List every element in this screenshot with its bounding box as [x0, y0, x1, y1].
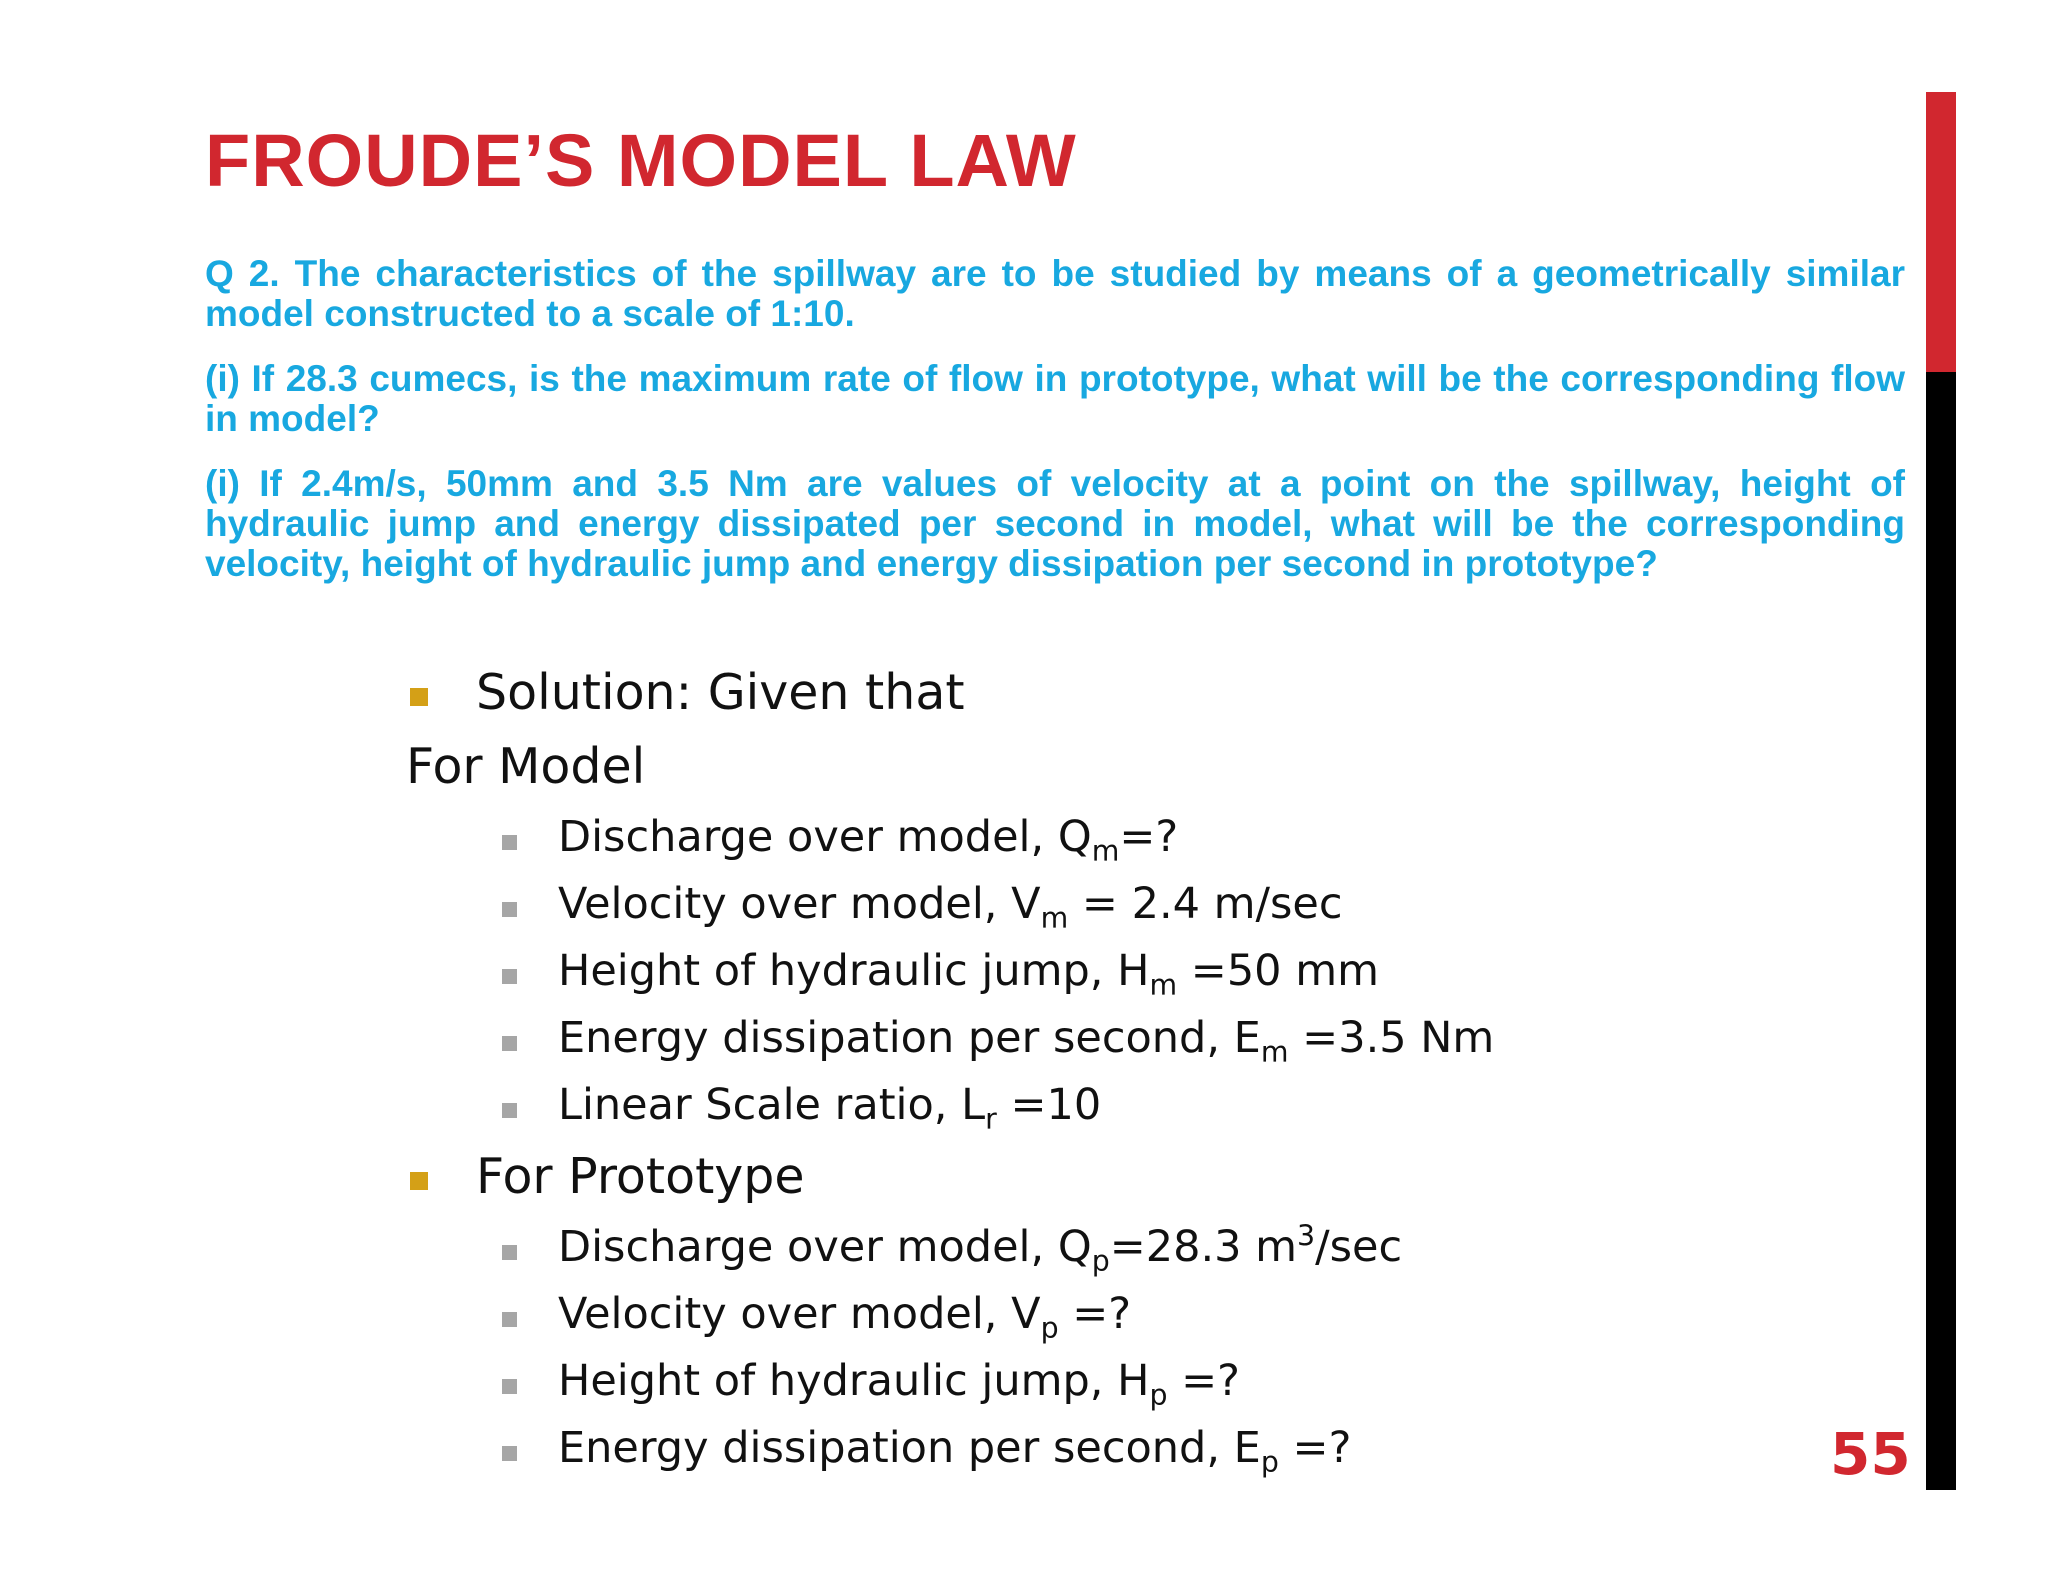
prototype-item-discharge: Discharge over model, $Q_p=28.3$ $m^3/\sec$ [558, 1219, 1403, 1278]
square-bullet-icon [502, 969, 517, 984]
accent-bar-red [1926, 92, 1956, 372]
square-bullet-icon [502, 1446, 517, 1461]
square-bullet-icon [410, 688, 428, 706]
solution-heading: Solution: Given that [476, 664, 965, 721]
prototype-item-height: Height of hydraulic jump, $H_p$ =? [558, 1356, 1241, 1412]
model-item-velocity: Velocity over model, $V_m = 2.4$ m/sec [558, 879, 1343, 935]
prototype-item-velocity: Velocity over model, $V_p$ =? [558, 1289, 1132, 1345]
square-bullet-icon [502, 902, 517, 917]
prototype-heading: For Prototype [476, 1148, 805, 1205]
model-item-discharge: Discharge over model, $Q_m=$? [558, 812, 1179, 868]
square-bullet-icon [502, 1312, 517, 1327]
model-item-scale-ratio: Linear Scale ratio, $L_r =10$ [558, 1080, 1102, 1136]
square-bullet-icon [502, 1103, 517, 1118]
model-item-energy: Energy dissipation per second, $E_m =3.5$ Nm [558, 1013, 1495, 1069]
square-bullet-icon [502, 835, 517, 850]
model-heading: For Model [406, 738, 646, 795]
square-bullet-icon [410, 1172, 428, 1190]
accent-bar-black [1926, 372, 1956, 1490]
square-bullet-icon [502, 1379, 517, 1394]
square-bullet-icon [502, 1245, 517, 1260]
question-part-1: (i) If 28.3 cumecs, is the maximum rate of flow in prototype, what will be the corresponding flow in model? [205, 358, 1905, 439]
page-number: 55 [1830, 1420, 1911, 1488]
square-bullet-icon [502, 1036, 517, 1051]
question-intro: Q 2. The characteristics of the spillway are to be studied by means of a geometrically similar model constructed to a scale of 1:10. [205, 253, 1905, 334]
question-part-2: (i) If 2.4m/s, 50mm and 3.5 Nm are values of velocity at a point on the spillway, height of hydraulic jump and energy dissipated per second in model, what will be the corresponding velocity, height of hydraulic jump and energy dissipation per second in prototype? [205, 463, 1905, 584]
slide-title: FROUDE’S MODEL LAW [205, 119, 1077, 202]
prototype-item-energy: Energy dissipation per second, $E_p$ =? [558, 1423, 1352, 1479]
model-item-height: Height of hydraulic jump, $H_m =50$ mm [558, 946, 1379, 1002]
